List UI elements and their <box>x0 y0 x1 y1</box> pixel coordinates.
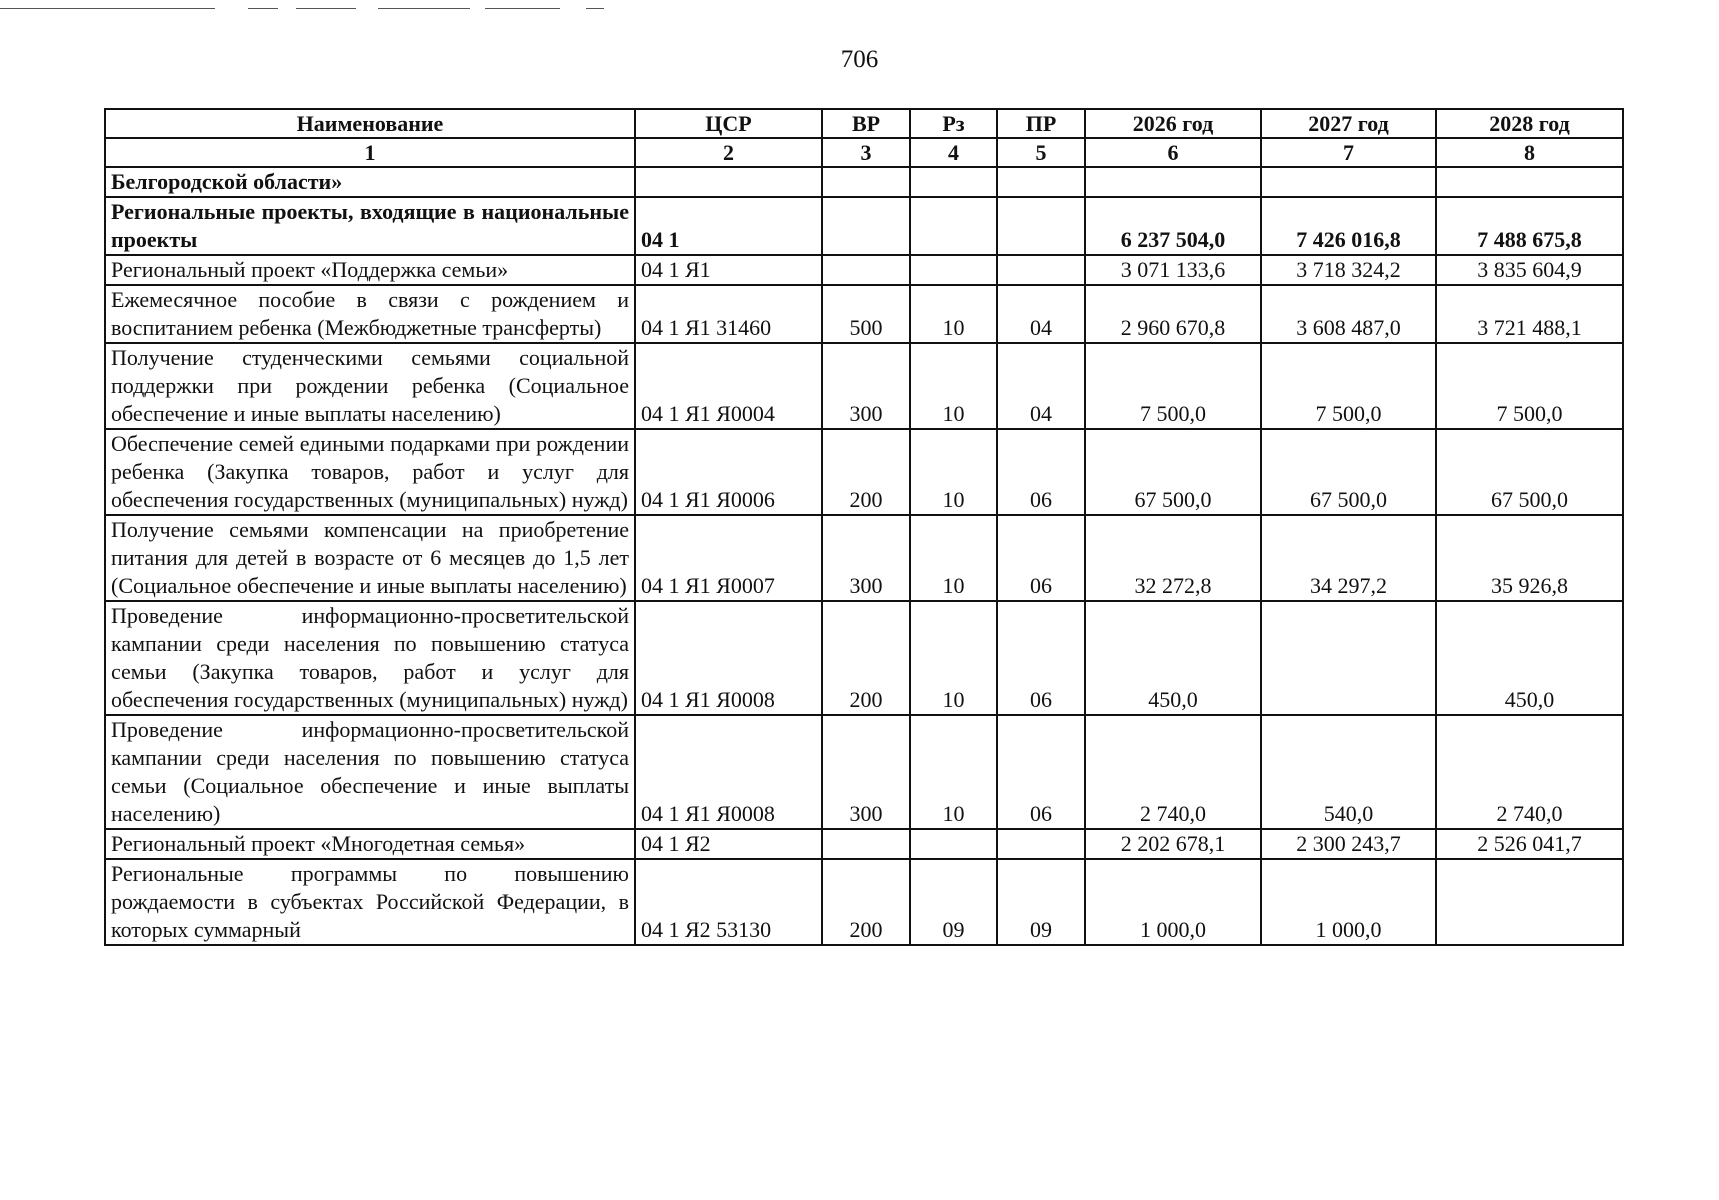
table-row <box>105 343 1623 429</box>
cell-csr: 04 1 Я2 <box>635 829 822 859</box>
cell-name: Проведение информационно-просветительской кампании среди населения по повышению статуса семьи (Социальное обеспечение и иные выплаты населению) <box>105 715 635 829</box>
cell-2027 <box>1261 167 1436 197</box>
scan-edge-line <box>378 8 470 9</box>
cell-pr: 04 <box>997 285 1085 343</box>
header-rz: Рз <box>910 109 997 138</box>
cell-name: Проведение информационно-просветительской кампании среди населения по повышению статуса семьи (Закупка товаров, работ и услуг для обеспечения государственных (муниципальных) нужд) <box>105 601 635 715</box>
column-number: 2 <box>635 138 822 167</box>
cell-csr: 04 1 Я2 53130 <box>635 859 822 945</box>
cell-2027: 3 608 487,0 <box>1261 285 1436 343</box>
cell-rz: 10 <box>910 715 997 829</box>
table-body <box>105 167 1623 945</box>
cell-2027: 67 500,0 <box>1261 429 1436 515</box>
cell-2026 <box>1085 167 1261 197</box>
cell-csr: 04 1 Я1 <box>635 255 822 285</box>
column-number-row <box>105 138 1623 167</box>
cell-name: Получение студенческими семьями социальной поддержки при рождении ребенка (Социальное обеспечение и иные выплаты населению) <box>105 343 635 429</box>
cell-name: Белгородской области» <box>105 167 635 197</box>
table-row <box>105 285 1623 343</box>
cell-rz: 09 <box>910 859 997 945</box>
header-row <box>105 109 1623 138</box>
table-row <box>105 197 1623 255</box>
cell-2027: 7 500,0 <box>1261 343 1436 429</box>
cell-2028: 3 721 488,1 <box>1436 285 1623 343</box>
cell-vr: 200 <box>822 601 910 715</box>
table-row <box>105 715 1623 829</box>
cell-name: Обеспечение семей едиными подарками при рождении ребенка (Закупка товаров, работ и услуг для обеспечения государственных (муниципальных) нужд) <box>105 429 635 515</box>
table-row <box>105 429 1623 515</box>
cell-csr <box>635 167 822 197</box>
header-2027: 2027 год <box>1261 109 1436 138</box>
cell-pr: 06 <box>997 601 1085 715</box>
cell-name: Региональные программы по повышению рождаемости в субъектах Российской Федерации, в которых суммарный <box>105 859 635 945</box>
cell-2028 <box>1436 167 1623 197</box>
cell-pr: 06 <box>997 715 1085 829</box>
cell-vr: 200 <box>822 859 910 945</box>
cell-2026: 67 500,0 <box>1085 429 1261 515</box>
cell-2028: 450,0 <box>1436 601 1623 715</box>
cell-2026: 32 272,8 <box>1085 515 1261 601</box>
cell-pr <box>997 255 1085 285</box>
cell-pr: 06 <box>997 429 1085 515</box>
cell-pr: 04 <box>997 343 1085 429</box>
column-number: 7 <box>1261 138 1436 167</box>
cell-vr <box>822 197 910 255</box>
column-number: 4 <box>910 138 997 167</box>
cell-2026: 2 960 670,8 <box>1085 285 1261 343</box>
column-number: 6 <box>1085 138 1261 167</box>
cell-2028: 2 526 041,7 <box>1436 829 1623 859</box>
column-number: 1 <box>105 138 635 167</box>
cell-2028: 7 500,0 <box>1436 343 1623 429</box>
cell-name: Региональный проект «Поддержка семьи» <box>105 255 635 285</box>
cell-2028: 2 740,0 <box>1436 715 1623 829</box>
budget-table <box>104 108 1624 946</box>
cell-rz <box>910 167 997 197</box>
cell-vr <box>822 255 910 285</box>
table-row <box>105 859 1623 945</box>
cell-2026: 3 071 133,6 <box>1085 255 1261 285</box>
table-row <box>105 829 1623 859</box>
cell-csr: 04 1 Я1 Я0004 <box>635 343 822 429</box>
cell-rz: 10 <box>910 601 997 715</box>
cell-pr: 06 <box>997 515 1085 601</box>
cell-2028 <box>1436 859 1623 945</box>
cell-csr: 04 1 Я1 Я0008 <box>635 715 822 829</box>
cell-rz: 10 <box>910 343 997 429</box>
cell-2026: 2 202 678,1 <box>1085 829 1261 859</box>
scan-edge-line <box>485 8 560 9</box>
scan-edge-line <box>296 8 356 9</box>
cell-rz: 10 <box>910 285 997 343</box>
cell-2027: 34 297,2 <box>1261 515 1436 601</box>
cell-2026: 1 000,0 <box>1085 859 1261 945</box>
scan-edge-line <box>248 8 278 9</box>
table-row <box>105 601 1623 715</box>
cell-csr: 04 1 Я1 Я0006 <box>635 429 822 515</box>
cell-2027: 3 718 324,2 <box>1261 255 1436 285</box>
cell-csr: 04 1 Я1 Я0007 <box>635 515 822 601</box>
cell-csr: 04 1 <box>635 197 822 255</box>
page-number: 706 <box>840 46 879 73</box>
column-number: 3 <box>822 138 910 167</box>
header-pr: ПР <box>997 109 1085 138</box>
header-2028: 2028 год <box>1436 109 1623 138</box>
cell-pr <box>997 829 1085 859</box>
table-row <box>105 167 1623 197</box>
cell-csr: 04 1 Я1 Я0008 <box>635 601 822 715</box>
cell-2027 <box>1261 601 1436 715</box>
cell-vr: 300 <box>822 343 910 429</box>
cell-rz: 10 <box>910 429 997 515</box>
cell-vr <box>822 167 910 197</box>
cell-vr <box>822 829 910 859</box>
header-name: Наименование <box>105 109 635 138</box>
cell-name: Региональные проекты, входящие в национальные проекты <box>105 197 635 255</box>
cell-rz <box>910 197 997 255</box>
cell-2026: 6 237 504,0 <box>1085 197 1261 255</box>
cell-2028: 7 488 675,8 <box>1436 197 1623 255</box>
cell-pr <box>997 167 1085 197</box>
cell-pr: 09 <box>997 859 1085 945</box>
table-row <box>105 255 1623 285</box>
cell-vr: 300 <box>822 715 910 829</box>
cell-csr: 04 1 Я1 31460 <box>635 285 822 343</box>
cell-2027: 1 000,0 <box>1261 859 1436 945</box>
cell-vr: 500 <box>822 285 910 343</box>
header-vr: ВР <box>822 109 910 138</box>
cell-rz: 10 <box>910 515 997 601</box>
cell-2026: 2 740,0 <box>1085 715 1261 829</box>
cell-2027: 2 300 243,7 <box>1261 829 1436 859</box>
cell-rz <box>910 829 997 859</box>
header-2026: 2026 год <box>1085 109 1261 138</box>
cell-2027: 540,0 <box>1261 715 1436 829</box>
cell-name: Получение семьями компенсации на приобретение питания для детей в возрасте от 6 месяцев до 1,5 лет (Социальное обеспечение и иные выплаты населению) <box>105 515 635 601</box>
cell-2028: 67 500,0 <box>1436 429 1623 515</box>
cell-name: Региональный проект «Многодетная семья» <box>105 829 635 859</box>
column-number: 8 <box>1436 138 1623 167</box>
cell-vr: 300 <box>822 515 910 601</box>
cell-vr: 200 <box>822 429 910 515</box>
cell-2028: 35 926,8 <box>1436 515 1623 601</box>
column-number: 5 <box>997 138 1085 167</box>
cell-2026: 450,0 <box>1085 601 1261 715</box>
scan-edge-line <box>586 8 604 9</box>
cell-name: Ежемесячное пособие в связи с рождением и воспитанием ребенка (Межбюджетные трансферты) <box>105 285 635 343</box>
header-csr: ЦСР <box>635 109 822 138</box>
cell-2028: 3 835 604,9 <box>1436 255 1623 285</box>
cell-2027: 7 426 016,8 <box>1261 197 1436 255</box>
cell-rz <box>910 255 997 285</box>
cell-2026: 7 500,0 <box>1085 343 1261 429</box>
scan-edge-line <box>0 8 215 9</box>
cell-pr <box>997 197 1085 255</box>
table-row <box>105 515 1623 601</box>
